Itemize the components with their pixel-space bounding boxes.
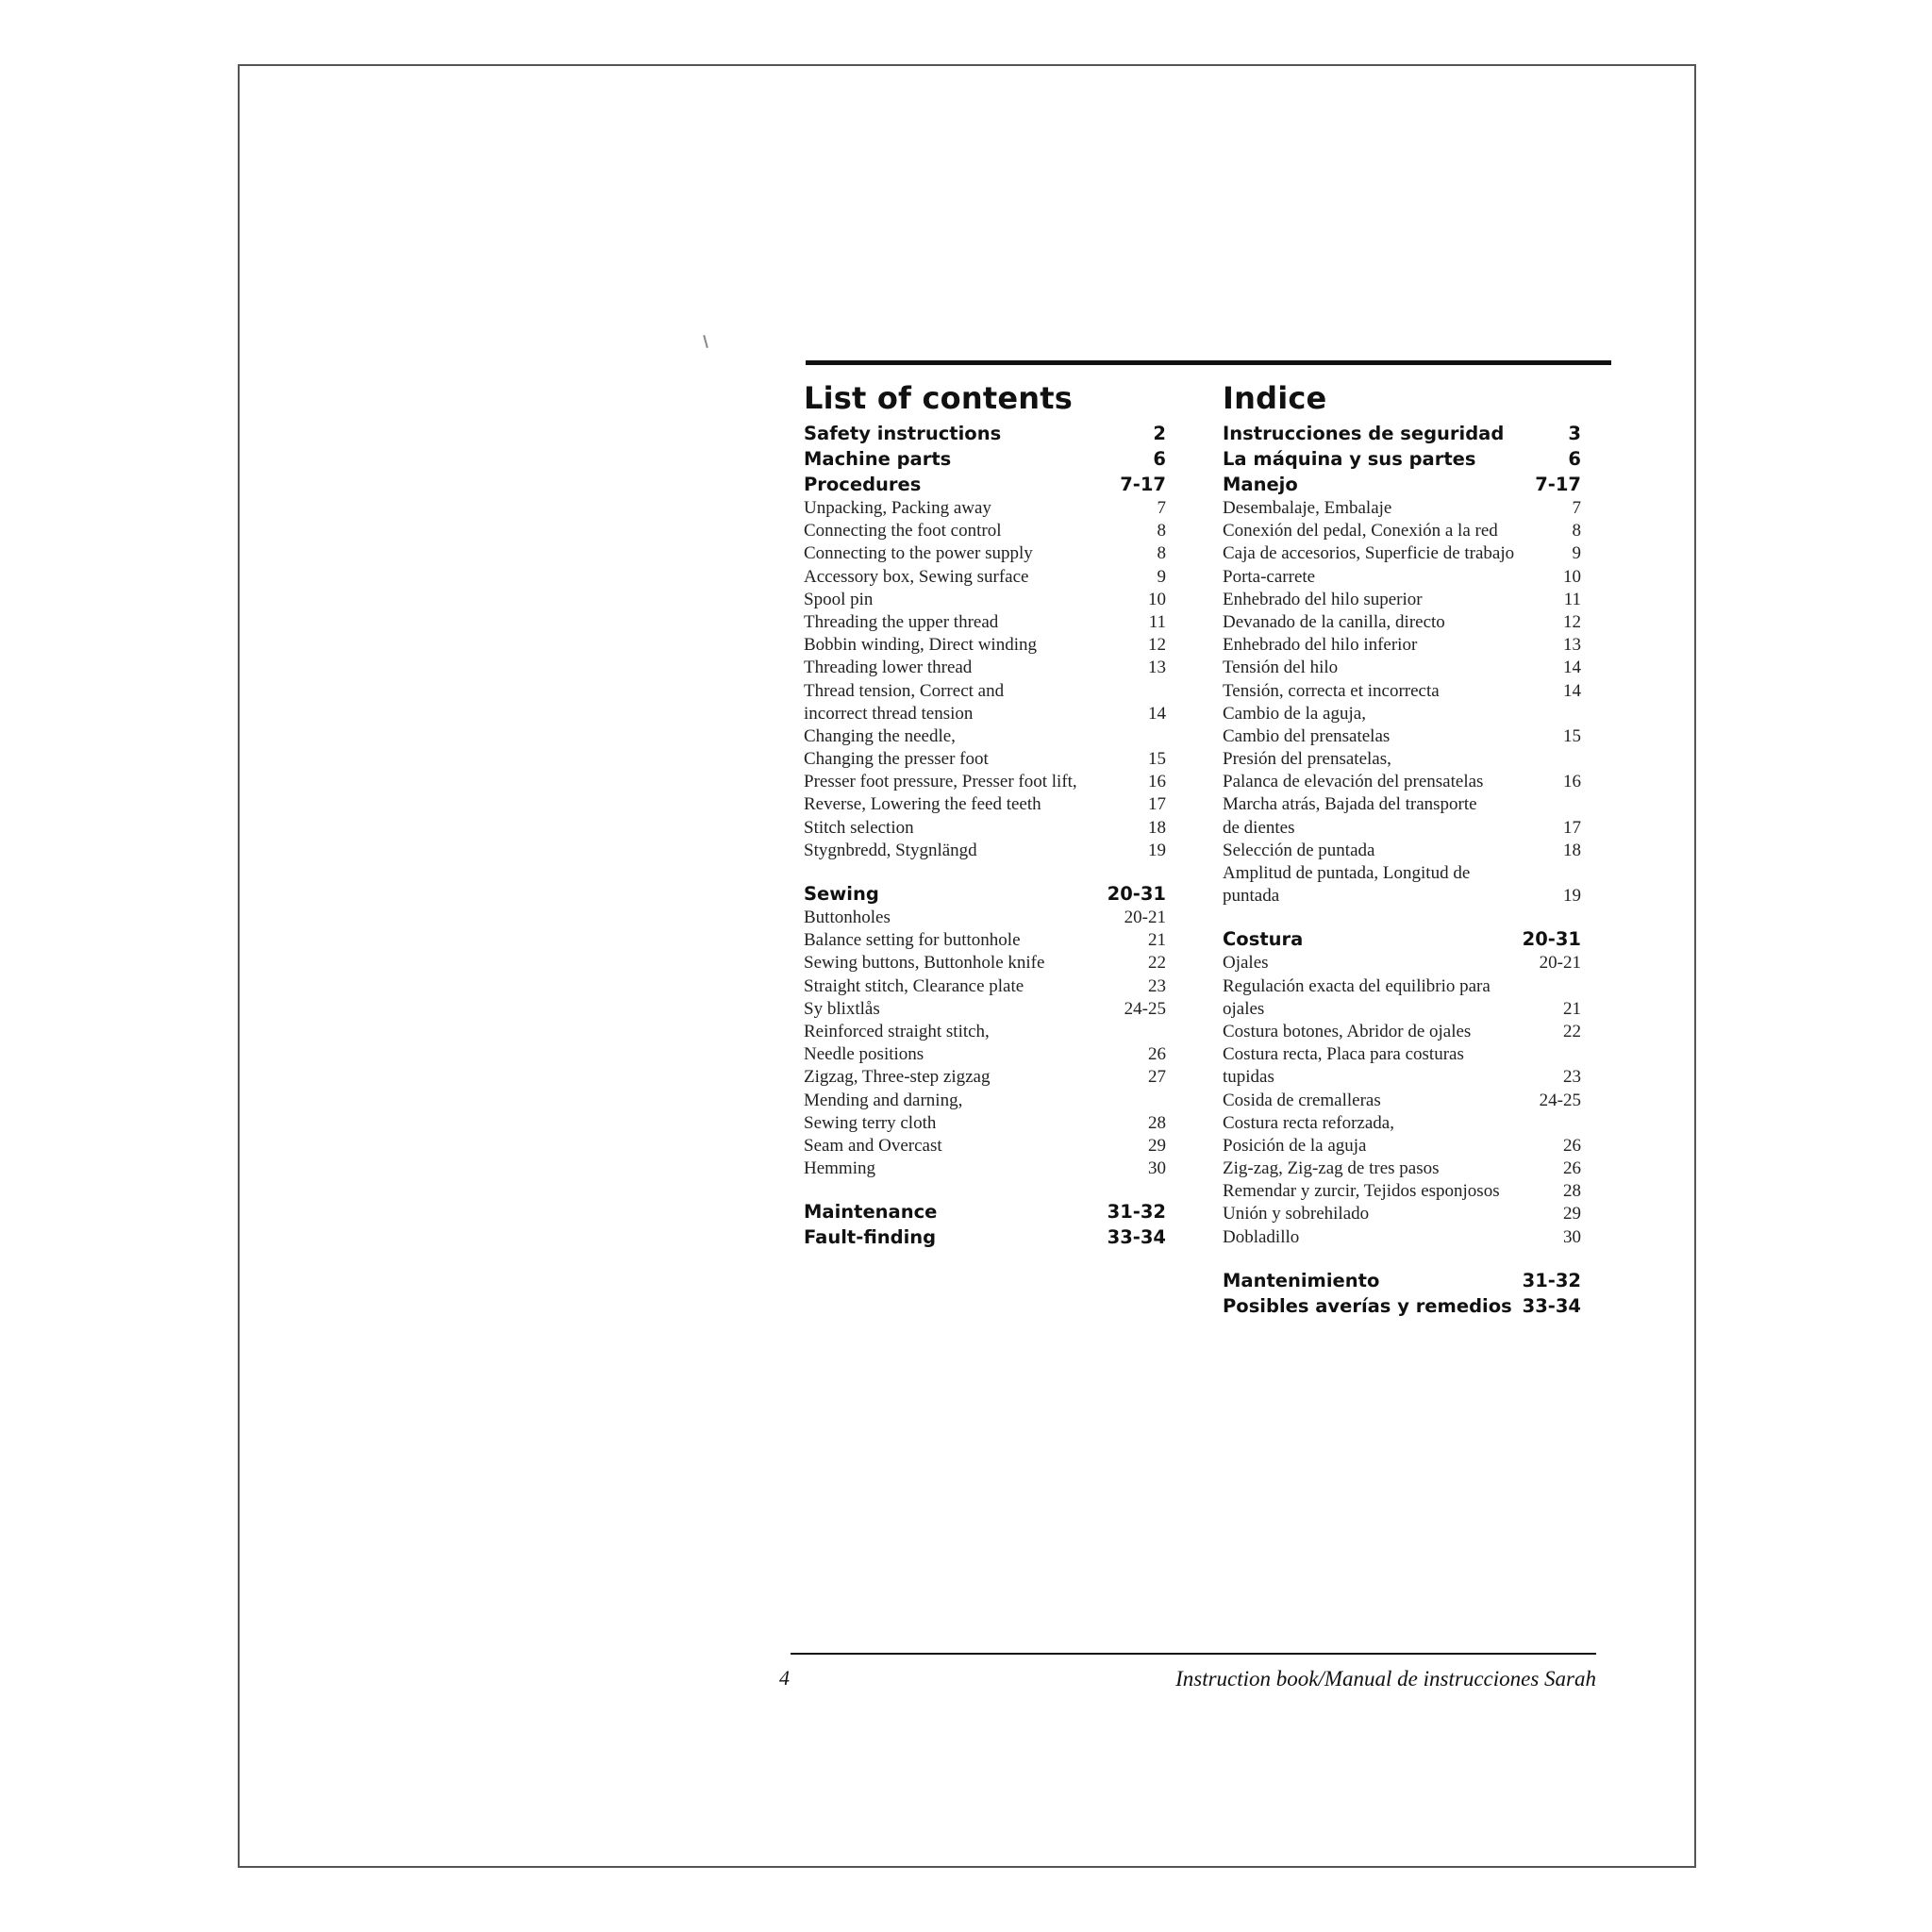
toc-entry-title: Procedures	[804, 474, 922, 495]
toc-entry-page: 8	[1572, 521, 1581, 541]
toc-entry-page: 33-34	[1522, 1294, 1581, 1317]
toc-entry-page: 31-32	[1522, 1269, 1581, 1291]
toc-entry-title: Caja de accesorios, Superficie de trabajo	[1223, 543, 1515, 564]
toc-entry-page: 10	[1563, 566, 1581, 587]
toc-entry-title: puntada	[1223, 886, 1280, 907]
toc-entry	[1223, 1066, 1581, 1089]
toc-entry-title: Ojales	[1223, 953, 1269, 974]
toc-entry	[804, 657, 1166, 679]
toc-entry	[804, 1158, 1166, 1180]
toc-section-entry	[1223, 1268, 1581, 1293]
running-footer-title: Instruction book/Manual de instrucciones Sarah	[1175, 1667, 1596, 1690]
toc-entry-page: 26	[1563, 1158, 1581, 1179]
toc-section-entry	[1223, 446, 1581, 472]
toc-entry-title: Stygnbredd, Stygnlängd	[804, 840, 977, 860]
toc-entry-title: Costura recta reforzada,	[1223, 1112, 1394, 1133]
toc-entry	[1223, 1226, 1581, 1249]
toc-entry	[1223, 1112, 1581, 1135]
toc-entry	[1223, 566, 1581, 589]
toc-entry-page: 11	[1148, 611, 1166, 632]
toc-entry-page: 18	[1148, 817, 1166, 838]
toc-entry-page: 26	[1148, 1044, 1166, 1065]
toc-entry	[804, 725, 1166, 748]
toc-entry-title: Stitch selection	[804, 817, 914, 838]
toc-entry-title: Threading lower thread	[804, 658, 973, 678]
toc-entry	[804, 1066, 1166, 1089]
toc-entry	[804, 975, 1166, 998]
toc-entry	[804, 952, 1166, 974]
toc-list	[804, 421, 1166, 1250]
toc-section-entry	[1223, 1293, 1581, 1319]
toc-entry-title: Unión y sobrehilado	[1223, 1204, 1370, 1224]
toc-entry-page: 12	[1148, 635, 1166, 656]
toc-entry-title: La máquina y sus partes	[1223, 448, 1476, 470]
toc-entry	[1223, 771, 1581, 793]
toc-section-entry	[1223, 472, 1581, 497]
toc-entry-title: Cambio de la aguja,	[1223, 703, 1366, 724]
toc-entry	[1223, 1158, 1581, 1180]
toc-entry	[804, 771, 1166, 793]
toc-entry-title: Tensión, correcta et incorrecta	[1223, 680, 1440, 701]
toc-entry-page: 14	[1148, 703, 1166, 724]
toc-entry-title: Costura botones, Abridor de ojales	[1223, 1021, 1472, 1041]
toc-entry-page: 26	[1563, 1135, 1581, 1156]
toc-entry-page: 9	[1157, 566, 1166, 587]
toc-entry	[1223, 657, 1581, 679]
toc-entry	[1223, 1021, 1581, 1043]
toc-entry	[804, 1021, 1166, 1043]
toc-entry-title: Instrucciones de seguridad	[1223, 423, 1505, 444]
toc-entry	[1223, 975, 1581, 998]
toc-entry-title: Tensión del hilo	[1223, 658, 1339, 678]
contents-column-spanish	[1223, 379, 1581, 1319]
toc-entry-page: 2	[1153, 423, 1166, 444]
toc-entry-title: Manejo	[1223, 474, 1298, 495]
toc-entry-page: 17	[1563, 817, 1581, 838]
toc-entry-page: 3	[1568, 423, 1581, 444]
toc-entry	[804, 497, 1166, 520]
toc-entry-page: 20-21	[1124, 908, 1166, 927]
toc-entry	[1223, 611, 1581, 634]
toc-entry	[804, 680, 1166, 703]
page-number: 4	[779, 1666, 790, 1690]
toc-entry-title: Threading the upper thread	[804, 611, 999, 632]
toc-entry-title: Sewing terry cloth	[804, 1112, 937, 1133]
toc-entry-title: Balance setting for buttonhole	[804, 930, 1021, 951]
toc-entry-page: 16	[1148, 772, 1166, 792]
toc-section-entry	[1223, 421, 1581, 446]
toc-entry-title: ojales	[1223, 998, 1265, 1019]
toc-entry-page: 11	[1563, 589, 1581, 609]
toc-entry-title: Cambio del prensatelas	[1223, 725, 1391, 746]
toc-entry-page: 20-21	[1539, 953, 1581, 974]
section-gap	[804, 862, 1166, 881]
toc-entry-title: Reinforced straight stitch,	[804, 1021, 990, 1041]
toc-entry	[1223, 1203, 1581, 1225]
toc-entry-page: 7	[1157, 498, 1166, 518]
toc-entry-page: 7-17	[1120, 474, 1166, 495]
toc-entry-page: 12	[1563, 611, 1581, 632]
toc-entry	[1223, 634, 1581, 657]
toc-section-entry	[1223, 926, 1581, 952]
toc-entry-title: Connecting the foot control	[804, 521, 1002, 541]
toc-entry-page: 24-25	[1124, 998, 1166, 1019]
toc-section-entry	[804, 1199, 1166, 1224]
toc-entry	[1223, 840, 1581, 862]
toc-entry-title: Enhebrado del hilo inferior	[1223, 635, 1418, 656]
toc-entry-page: 29	[1563, 1204, 1581, 1224]
toc-entry-page: 27	[1148, 1067, 1166, 1088]
toc-entry-page: 17	[1148, 794, 1166, 815]
toc-entry	[1223, 1135, 1581, 1158]
toc-entry-title: Accessory box, Sewing surface	[804, 566, 1029, 587]
toc-entry	[1223, 1090, 1581, 1112]
toc-entry-title: Conexión del pedal, Conexión a la red	[1223, 521, 1498, 541]
toc-entry-title: Connecting to the power supply	[804, 543, 1033, 564]
toc-entry-page: 22	[1563, 1021, 1581, 1041]
toc-entry-title: Remendar y zurcir, Tejidos esponjosos	[1223, 1181, 1500, 1202]
toc-entry-title: Posición de la aguja	[1223, 1135, 1367, 1156]
toc-entry	[804, 998, 1166, 1021]
toc-entry	[1223, 885, 1581, 908]
toc-entry-page: 30	[1148, 1158, 1166, 1179]
bottom-rule	[791, 1653, 1596, 1655]
toc-entry	[804, 793, 1166, 816]
toc-entry-page: 30	[1563, 1226, 1581, 1247]
toc-section-entry	[804, 446, 1166, 472]
toc-entry-title: Enhebrado del hilo superior	[1223, 589, 1423, 609]
toc-entry-page: 20-31	[1107, 883, 1166, 905]
toc-entry-page: 18	[1563, 840, 1581, 860]
toc-entry-page: 19	[1148, 840, 1166, 860]
toc-entry-title: Spool pin	[804, 589, 874, 609]
toc-entry-title: Zig-zag, Zig-zag de tres pasos	[1223, 1158, 1440, 1179]
toc-entry	[804, 748, 1166, 771]
toc-entry	[804, 929, 1166, 952]
toc-entry-title: de dientes	[1223, 817, 1295, 838]
toc-entry-title: Needle positions	[804, 1044, 924, 1065]
toc-entry	[1223, 520, 1581, 542]
toc-entry-page: 10	[1148, 589, 1166, 609]
toc-entry-title: Sy blixtlås	[804, 998, 880, 1019]
toc-entry	[804, 634, 1166, 657]
toc-entry-title: Devanado de la canilla, directo	[1223, 611, 1445, 632]
toc-entry-page: 14	[1563, 680, 1581, 701]
toc-entry	[804, 1043, 1166, 1066]
toc-entry	[804, 840, 1166, 862]
toc-entry-page: 22	[1148, 953, 1166, 974]
toc-entry	[804, 703, 1166, 725]
toc-entry-title: Changing the presser foot	[804, 749, 989, 770]
toc-entry	[1223, 1180, 1581, 1203]
toc-entry-title: Machine parts	[804, 448, 952, 470]
toc-entry-title: Sewing buttons, Buttonhole knife	[804, 953, 1045, 974]
toc-entry-title: Cosida de cremalleras	[1223, 1090, 1381, 1110]
toc-section-entry	[804, 1224, 1166, 1250]
toc-section-entry	[804, 421, 1166, 446]
toc-section-entry	[804, 472, 1166, 497]
toc-entry-title: Dobladillo	[1223, 1226, 1300, 1247]
toc-entry	[1223, 998, 1581, 1021]
toc-entry	[804, 1135, 1166, 1158]
toc-entry	[804, 1112, 1166, 1135]
toc-entry-title: Presser foot pressure, Presser foot lift,	[804, 772, 1077, 792]
toc-entry-title: incorrect thread tension	[804, 703, 974, 724]
toc-entry-title: tupidas	[1223, 1067, 1274, 1088]
toc-entry-page: 16	[1563, 772, 1581, 792]
toc-entry-page: 28	[1148, 1112, 1166, 1133]
toc-entry-title: Mending and darning,	[804, 1090, 963, 1110]
toc-entry-title: Amplitud de puntada, Longitud de	[1223, 863, 1471, 883]
toc-entry	[804, 566, 1166, 589]
toc-entry-title: Hemming	[804, 1158, 875, 1179]
toc-entry	[1223, 817, 1581, 840]
toc-entry-title: Palanca de elevación del prensatelas	[1223, 772, 1484, 792]
toc-entry-title: Presión del prensatelas,	[1223, 749, 1391, 770]
toc-entry-title: Maintenance	[804, 1201, 938, 1224]
toc-entry	[804, 589, 1166, 611]
toc-entry-page: 7-17	[1535, 474, 1581, 495]
indice-heading: Indice	[1223, 380, 1327, 416]
toc-entry-title: Costura	[1223, 928, 1304, 951]
toc-entry-page: 15	[1563, 725, 1581, 746]
toc-entry	[1223, 680, 1581, 703]
toc-entry	[1223, 748, 1581, 771]
toc-entry-title: Sewing	[804, 883, 879, 905]
toc-entry-title: Unpacking, Packing away	[804, 498, 991, 518]
toc-entry-page: 20-31	[1522, 928, 1581, 951]
toc-entry-title: Bobbin winding, Direct winding	[804, 635, 1037, 656]
toc-entry	[1223, 703, 1581, 725]
toc-entry	[804, 1090, 1166, 1112]
toc-entry-page: 21	[1563, 998, 1581, 1019]
toc-entry-title: Mantenimiento	[1223, 1269, 1380, 1291]
toc-entry	[1223, 793, 1581, 816]
toc-entry-page: 6	[1153, 448, 1166, 470]
toc-entry	[1223, 862, 1581, 885]
toc-entry-page: 23	[1148, 975, 1166, 996]
toc-entry	[1223, 497, 1581, 520]
toc-entry	[1223, 589, 1581, 611]
toc-entry-page: 8	[1157, 521, 1166, 541]
toc-entry	[804, 542, 1166, 565]
toc-entry-title: Marcha atrás, Bajada del transporte	[1223, 794, 1477, 815]
toc-entry-page: 29	[1148, 1135, 1166, 1156]
toc-entry-title: Costura recta, Placa para costuras	[1223, 1044, 1464, 1065]
toc-entry-page: 21	[1148, 930, 1166, 951]
toc-entry-title: Safety instructions	[804, 423, 1002, 444]
toc-entry	[1223, 725, 1581, 748]
toc-entry-page: 6	[1568, 448, 1581, 470]
toc-entry-page: 13	[1148, 658, 1166, 678]
toc-entry-page: 8	[1157, 543, 1166, 564]
toc-entry-page: 19	[1563, 886, 1581, 907]
toc-entry-title: Seam and Overcast	[804, 1135, 942, 1156]
toc-entry	[804, 520, 1166, 542]
contents-heading: List of contents	[804, 380, 1073, 416]
toc-entry	[1223, 1043, 1581, 1066]
top-rule	[806, 360, 1611, 365]
toc-entry	[804, 907, 1166, 929]
toc-entry-title: Reverse, Lowering the feed teeth	[804, 794, 1041, 815]
toc-entry-page: 7	[1572, 498, 1581, 518]
toc-entry	[804, 611, 1166, 634]
toc-entry-title: Thread tension, Correct and	[804, 680, 1005, 701]
toc-entry-title: Porta-carrete	[1223, 566, 1316, 587]
section-gap	[1223, 908, 1581, 926]
toc-list	[1223, 421, 1581, 1319]
contents-column-english	[804, 379, 1166, 1250]
toc-entry-title: Regulación exacta del equilibrio para	[1223, 975, 1491, 996]
toc-entry-title: Posibles averías y remedios	[1223, 1294, 1512, 1317]
toc-entry-page: 31-32	[1107, 1201, 1166, 1224]
toc-entry-title: Selección de puntada	[1223, 840, 1375, 860]
toc-entry-title: Buttonholes	[804, 908, 891, 927]
toc-entry	[804, 817, 1166, 840]
toc-entry-page: 15	[1148, 749, 1166, 770]
toc-entry-title: Straight stitch, Clearance plate	[804, 975, 1024, 996]
toc-entry-page: 14	[1563, 658, 1581, 678]
toc-entry-title: Changing the needle,	[804, 725, 956, 746]
toc-entry-page: 33-34	[1107, 1226, 1166, 1249]
toc-entry-page: 13	[1563, 635, 1581, 656]
toc-section-entry	[804, 881, 1166, 907]
toc-entry-page: 23	[1563, 1067, 1581, 1088]
toc-entry	[1223, 542, 1581, 565]
toc-entry-page: 24-25	[1539, 1090, 1581, 1110]
toc-entry-page: 28	[1563, 1181, 1581, 1202]
section-gap	[804, 1180, 1166, 1199]
toc-entry-title: Desembalaje, Embalaje	[1223, 498, 1392, 518]
toc-entry-title: Fault-finding	[804, 1226, 937, 1249]
toc-entry-title: Zigzag, Three-step zigzag	[804, 1067, 991, 1088]
toc-entry	[1223, 952, 1581, 974]
toc-entry-page: 9	[1572, 543, 1581, 564]
section-gap	[1223, 1249, 1581, 1268]
